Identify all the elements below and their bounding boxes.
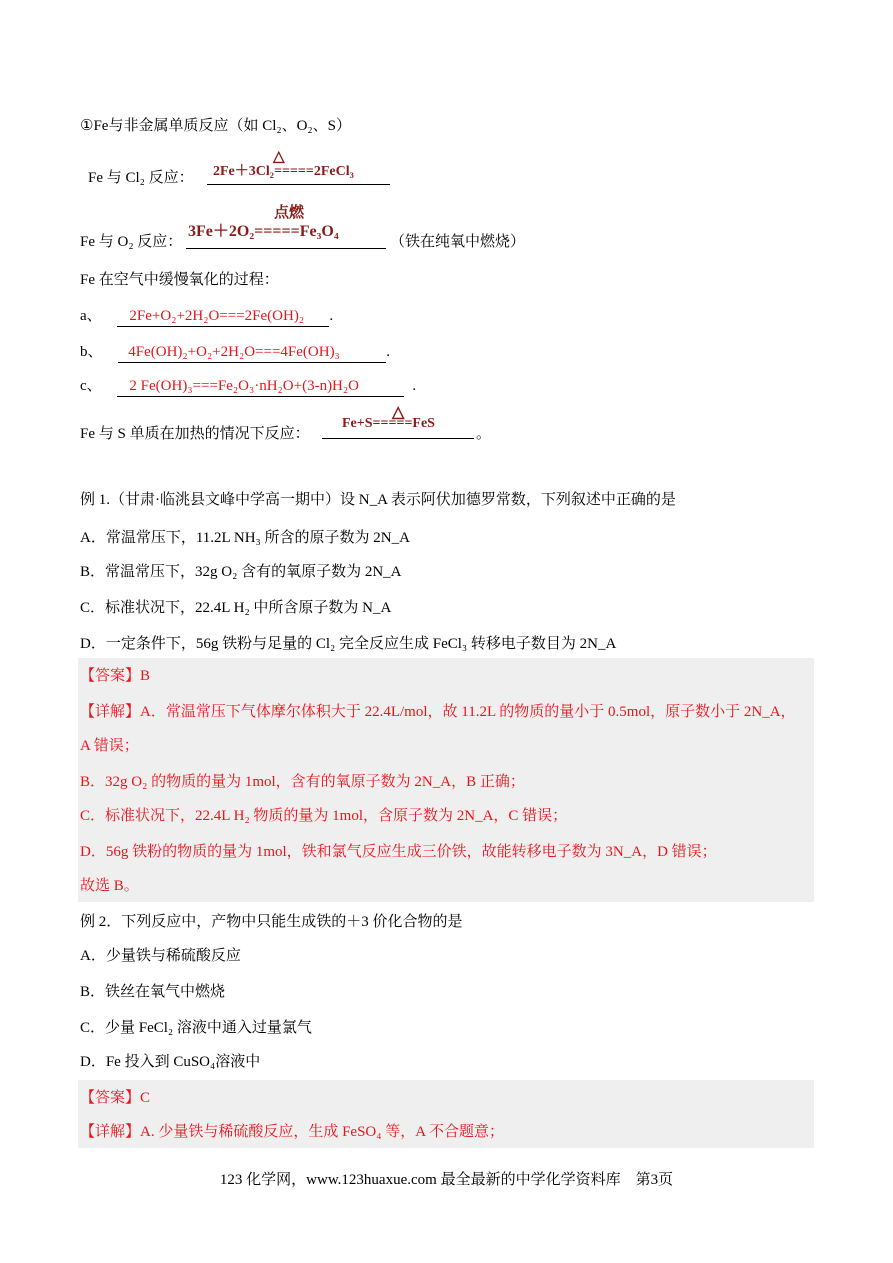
example1-detail-4: C．标准状况下，22.4L H₂ 物质的量为 1mol，含原子数为 2N_A，C 错误；: [80, 808, 568, 824]
o2-label: Fe 与 O₂ 反应：: [80, 234, 183, 250]
example1-detail-6: 故选 B。: [80, 878, 139, 894]
page-footer: 123 化学网，www.123huaxue.com 最全最新的中学化学资料库 第3页: [219, 1172, 674, 1188]
example1-detail-1: 【详解】A．常温常压下气体摩尔体积大于 22.4L/mol，故 11.2L 的物质的量小于 0.5mol，原子数小于 2N_A，: [80, 704, 796, 720]
example1-option-d: D．一定条件下，56g 铁粉与足量的 Cl₂ 完全反应生成 FeCl₃ 转移电子数目为 2N_A: [80, 636, 617, 652]
example2-option-d: D．Fe 投入到 CuSO₄溶液中: [80, 1054, 261, 1070]
s-label: Fe 与 S 单质在加热的情况下反应：: [80, 426, 310, 442]
step-c: c、 2 Fe(OH)₃===Fe₂O₃·nH₂O+(3-n)H₂O .: [80, 376, 416, 397]
example1-detail-3: B．32g O₂ 的物质的量为 1mol，含有的氧原子数为 2N_A，B 正确；: [80, 774, 525, 790]
step-a-equation: 2Fe+O₂+2H₂O===2Fe(OH)₂: [129, 308, 305, 324]
cl2-condition: △: [273, 149, 285, 165]
example1-option-b: B．常温常压下，32g O₂ 含有的氧原子数为 2N_A: [80, 564, 402, 580]
section-heading: ①Fe与非金属单质反应（如 Cl₂、O₂、S）: [80, 118, 352, 134]
step-b-prefix: b、: [80, 344, 103, 360]
example2-answer: 【答案】C: [80, 1090, 151, 1106]
s-end-mark: 。: [476, 426, 492, 442]
o2-note: （铁在纯氧中燃烧）: [390, 234, 526, 250]
example2-option-a: A．少量铁与稀硫酸反应: [80, 948, 241, 964]
s-equation: △ Fe+S=====FeS: [342, 404, 435, 431]
cl2-label: Fe 与 Cl₂ 反应：: [88, 170, 194, 186]
step-c-prefix: c、: [80, 378, 102, 394]
step-b: b、 4Fe(OH)₂+O₂+2H₂O===4Fe(OH)₃ .: [80, 342, 390, 363]
slow-oxidation-title: Fe 在空气中缓慢氧化的过程：: [80, 272, 279, 288]
example1-detail-5: D．56g 铁粉的物质的量为 1mol，铁和氯气反应生成三价铁，故能转移电子数为 3N_A，D 错误；: [80, 844, 717, 860]
example2-option-b: B．铁丝在氧气中燃烧: [80, 984, 226, 1000]
step-a-prefix: a、: [80, 308, 102, 324]
example2-option-c: C．少量 FeCl₂ 溶液中通入过量氯气: [80, 1020, 312, 1036]
example1-question: 例 1.（甘肃·临洮县文峰中学高一期中）设 N_A 表示阿伏加德罗常数，下列叙述中正确的是: [80, 492, 676, 508]
step-a: a、 2Fe+O₂+2H₂O===2Fe(OH)₂ .: [80, 306, 333, 327]
step-b-equation: 4Fe(OH)₂+O₂+2H₂O===4Fe(OH)₃: [128, 344, 340, 360]
example2-question: 例 2．下列反应中，产物中只能生成铁的＋3 价化合物的是: [80, 914, 463, 930]
example2-detail-1: 【详解】A. 少量铁与稀硫酸反应，生成 FeSO₄ 等，A 不合题意；: [80, 1124, 504, 1140]
cl2-equation: △ 2Fe＋3Cl₂=====2FeCl₃: [213, 149, 354, 179]
o2-condition: 点燃: [274, 205, 305, 221]
step-c-equation: 2 Fe(OH)₃===Fe₂O₃·nH₂O+(3-n)H₂O: [129, 378, 359, 394]
o2-equation: 点燃 3Fe＋2O₂=====Fe₃O₄: [188, 218, 339, 241]
example1-answer: 【答案】B: [80, 668, 151, 684]
example1-option-c: C．标准状况下，22.4L H₂ 中所含原子数为 N_A: [80, 600, 392, 616]
example1-option-a: A．常温常压下，11.2L NH₃ 所含的原子数为 2N_A: [80, 530, 410, 546]
example1-detail-2: A 错误；: [80, 738, 139, 754]
s-condition: △: [392, 404, 405, 421]
